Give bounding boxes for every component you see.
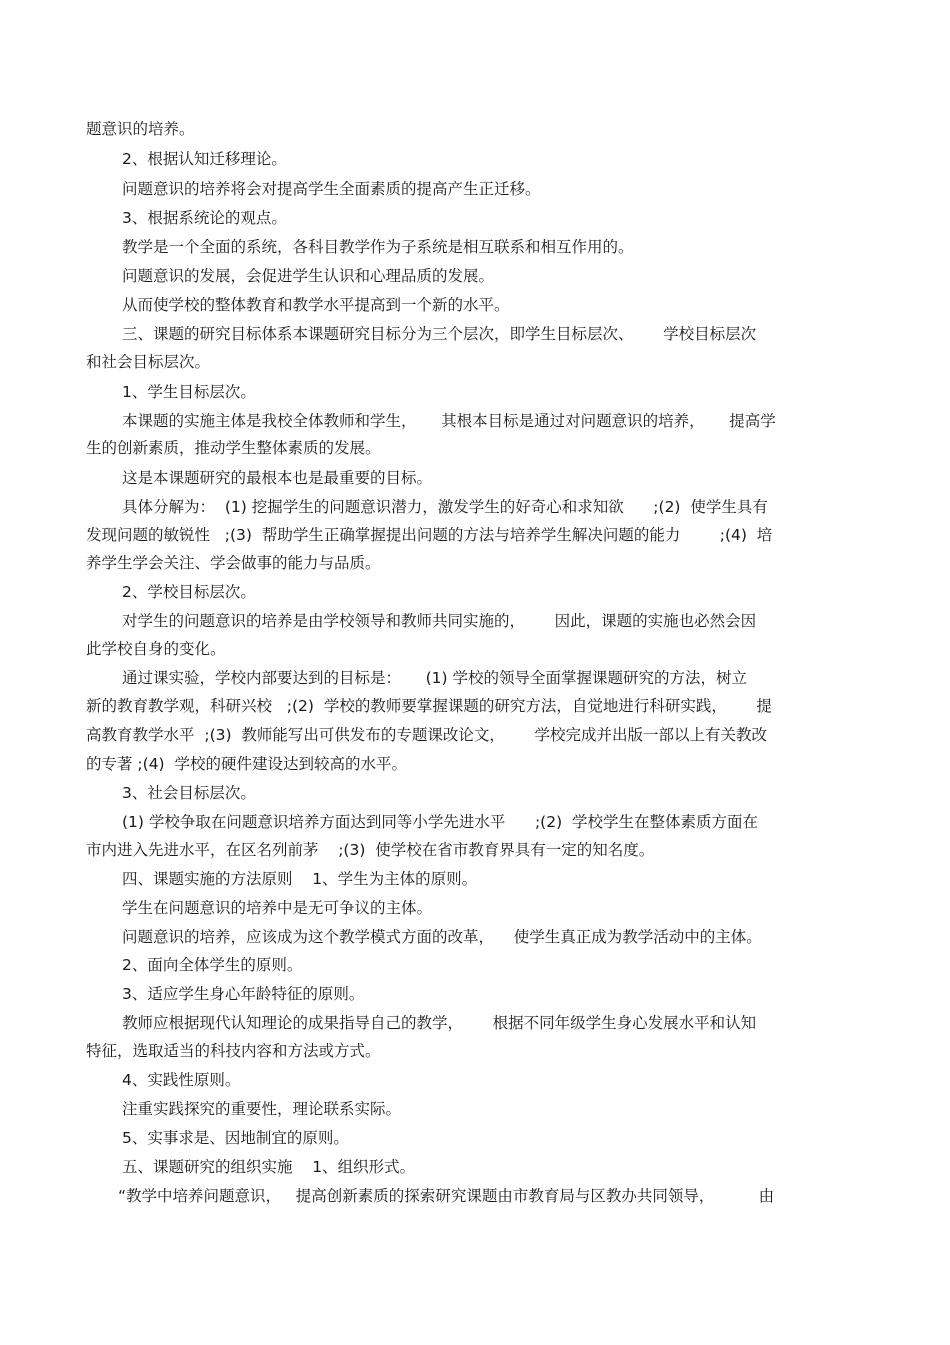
text-line: 具体分解为： (1) 挖掘学生的问题意识潜力，激发学生的好奇心和求知欲 ;(2) 使学生具有 xyxy=(122,498,768,516)
text-line: 养学生学会关注、学会做事的能力与品质。 xyxy=(86,554,381,572)
text-line: 对学生的问题意识的培养是由学校领导和教师共同实施的， 因此，课题的实施也必然会因 xyxy=(122,612,757,630)
text-line: 通过课实验，学校内部要达到的目标是： (1) 学校的领导全面掌握课题研究的方法，树立 xyxy=(122,669,748,687)
text-line: 新的教育教学观，科研兴校 ;(2) 学校的教师要掌握课题的研究方法，自觉地进行科研实践， 提 xyxy=(86,697,772,715)
text-line: 生的创新素质，推动学生整体素质的发展。 xyxy=(86,439,381,457)
text-line: 问题意识的发展，会促进学生认识和心理品质的发展。 xyxy=(122,267,495,285)
text-line: 发现问题的敏锐性 ;(3) 帮助学生正确掌握提出问题的方法与培养学生解决问题的能力 ;(4) 培 xyxy=(86,526,773,544)
text-line: 本课题的实施主体是我校全体教师和学生， 其根本目标是通过对问题意识的培养， 提高学 xyxy=(122,412,776,430)
text-line: 这是本课题研究的最根本也是最重要的目标。 xyxy=(122,469,433,487)
text-line: 和社会目标层次。 xyxy=(86,353,211,371)
text-line: (1) 学校争取在问题意识培养方面达到同等小学先进水平 ;(2) 学校学生在整体素质方面在 xyxy=(122,813,758,831)
text-line: 2、学校目标层次。 xyxy=(122,583,256,601)
text-line: 五、课题研究的组织实施 1、组织形式。 xyxy=(122,1158,416,1176)
text-line: 四、课题实施的方法原则 1、学生为主体的原则。 xyxy=(122,870,478,888)
text-line: 市内进入先进水平，在区名列前茅 ;(3) 使学校在省市教育界具有一定的知名度。 xyxy=(86,841,655,859)
text-line: 问题意识的培养，应该成为这个教学模式方面的改革， 使学生真正成为教学活动中的主体。 xyxy=(122,928,762,946)
text-line: 高教育教学水平 ;(3) 教师能写出可供发布的专题课改论文， 学校完成并出版一部以上有关教改 xyxy=(86,726,767,744)
text-line: 3、根据系统论的观点。 xyxy=(122,209,287,227)
text-line: 2、根据认知迁移理论。 xyxy=(122,150,287,168)
text-line: “教学中培养问题意识， 提高创新素质的探索研究课题由市教育局与区教办共同领导， 由 xyxy=(118,1187,775,1205)
text-line: 特征，选取适当的科技内容和方法或方式。 xyxy=(86,1042,381,1060)
text-line: 教学是一个全面的系统，各科目教学作为子系统是相互联系和相互作用的。 xyxy=(122,238,634,256)
text-line: 的专著 ;(4) 学校的硬件建设达到较高的水平。 xyxy=(86,755,407,773)
text-line: 注重实践探究的重要性，理论联系实际。 xyxy=(122,1100,402,1118)
text-line: 此学校自身的变化。 xyxy=(86,640,226,658)
text-line: 3、社会目标层次。 xyxy=(122,784,256,802)
text-line: 3、适应学生身心年龄特征的原则。 xyxy=(122,985,365,1003)
text-line: 题意识的培养。 xyxy=(86,120,195,138)
text-line: 学生在问题意识的培养中是无可争议的主体。 xyxy=(122,899,433,917)
text-line: 5、实事求是、因地制宜的原则。 xyxy=(122,1129,349,1147)
text-line: 4、实践性原则。 xyxy=(122,1071,241,1089)
text-line: 教师应根据现代认知理论的成果指导自己的教学， 根据不同年级学生身心发展水平和认知 xyxy=(122,1014,757,1032)
text-line: 三、课题的研究目标体系本课题研究目标分为三个层次，即学生目标层次、 学校目标层次 xyxy=(122,325,757,343)
text-line: 2、面向全体学生的原则。 xyxy=(122,956,303,974)
text-line: 1、学生目标层次。 xyxy=(122,383,256,401)
text-line: 问题意识的培养将会对提高学生全面素质的提高产生正迁移。 xyxy=(122,180,541,198)
text-line: 从而使学校的整体教育和教学水平提高到一个新的水平。 xyxy=(122,296,510,314)
